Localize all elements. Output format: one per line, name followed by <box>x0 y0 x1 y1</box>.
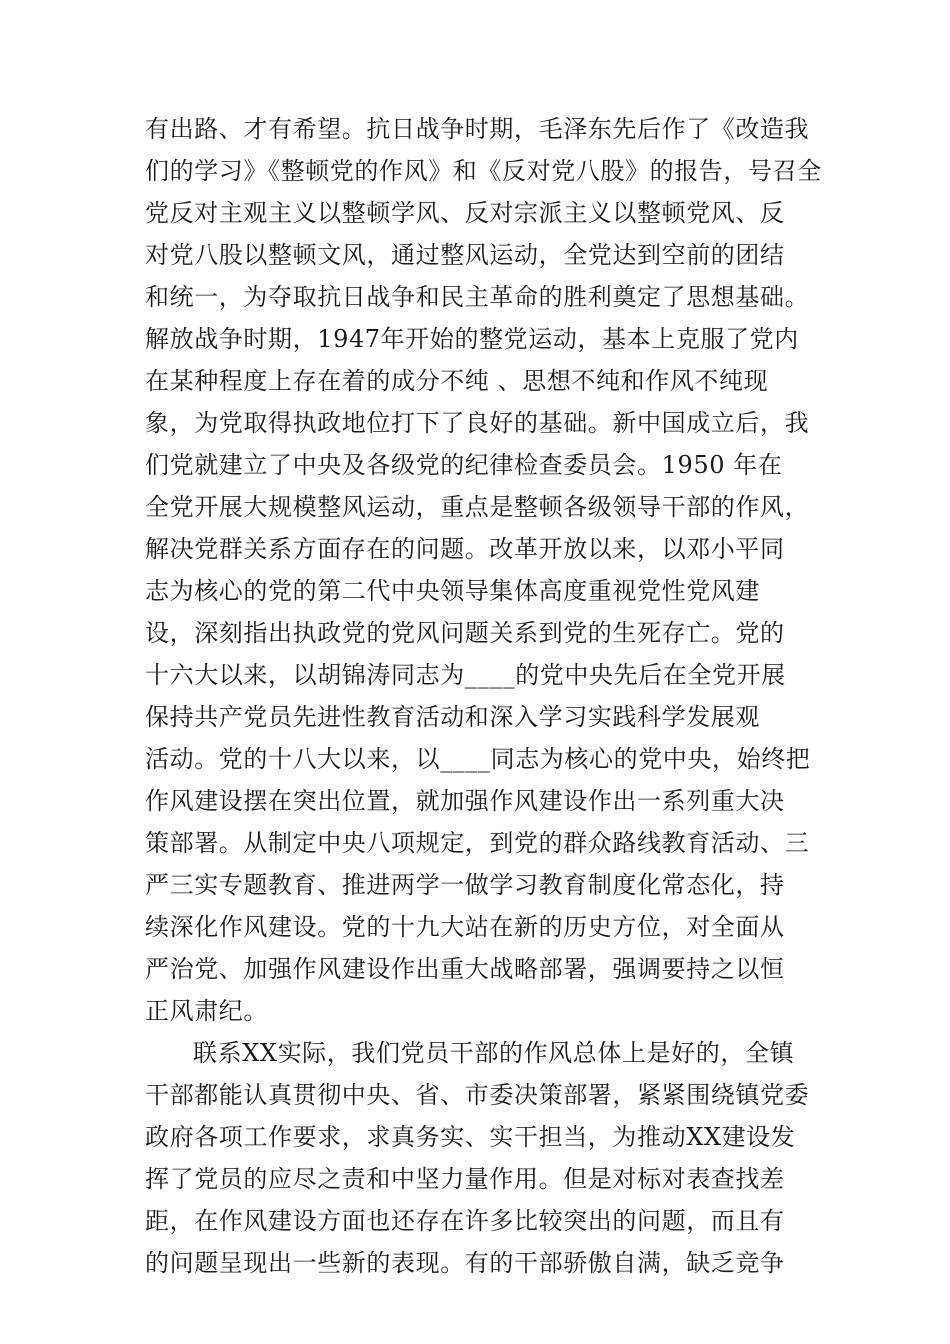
text-line: 全党开展大规模整风运动，重点是整顿各级领导干部的作风， <box>145 493 810 521</box>
text-line: 挥了党员的应尽之责和中坚力量作用。但是对标对表查找差 <box>145 1165 785 1193</box>
text-line: 有出路、才有希望。抗日战争时期，毛泽东先后作了《改造我 <box>145 115 810 143</box>
paragraph-2 <box>145 1032 825 1284</box>
text-line: 解放战争时期，1947年开始的整党运动，基本上克服了党内 <box>145 325 799 353</box>
text-line: 在某种程度上存在着的成分不纯 、思想不纯和作风不纯现 <box>145 367 769 395</box>
text-line: 严治党、加强作风建设作出重大战略部署，强调要持之以恒 <box>145 955 785 983</box>
text-line: 对党八股以整顿文风，通过整风运动，全党达到空前的团结 <box>145 241 785 269</box>
text-line: 保持共产党员先进性教育活动和深入学习实践科学发展观 <box>145 703 760 731</box>
text-line: 干部都能认真贯彻中央、省、市委决策部署，紧紧围绕镇党委 <box>145 1081 810 1109</box>
text-line: 党反对主观主义以整顿学风、反对宗派主义以整顿党风、反 <box>145 199 785 227</box>
text-line: 策部署。从制定中央八项规定，到党的群众路线教育活动、三 <box>145 829 810 857</box>
text-line: 联系XX实际，我们党员干部的作风总体上是好的，全镇 <box>193 1039 795 1067</box>
text-line: 活动。党的十八大以来，以____同志为核心的党中央，始终把 <box>145 745 811 773</box>
text-line: 政府各项工作要求，求真务实、实干担当，为推动XX建设发 <box>145 1123 796 1151</box>
text-line: 们的学习》《整顿党的作风》和《反对党八股》的报告，号召全 <box>145 157 822 185</box>
text-line: 严三实专题教育、推进两学一做学习教育制度化常态化，持 <box>145 871 785 899</box>
text-line: 作风建设摆在突出位置，就加强作风建设作出一系列重大决 <box>145 787 785 815</box>
text-line: 设，深刻指出执政党的党风问题关系到党的生死存亡。党的 <box>145 619 785 647</box>
text-line: 们党就建立了中央及各级党的纪律检查委员会。1950 年在 <box>145 451 783 479</box>
paragraph-1 <box>145 108 825 1032</box>
text-line: 志为核心的党的第二代中央领导集体高度重视党性党风建 <box>145 577 760 605</box>
document-body <box>145 108 825 1284</box>
text-line: 距，在作风建设方面也还存在许多比较突出的问题，而且有 <box>145 1207 785 1235</box>
text-line: 的问题呈现出一些新的表现。有的干部骄傲自满，缺乏竞争 <box>145 1249 785 1277</box>
text-line: 解决党群关系方面存在的问题。改革开放以来，以邓小平同 <box>145 535 785 563</box>
text-line: 正风肃纪。 <box>145 997 268 1025</box>
text-line: 十六大以来，以胡锦涛同志为____的党中央先后在全党开展 <box>145 661 786 689</box>
text-line: 续深化作风建设。党的十九大站在新的历史方位，对全面从 <box>145 913 785 941</box>
text-line: 和统一，为夺取抗日战争和民主革命的胜利奠定了思想基础。 <box>145 283 810 311</box>
text-line: 象，为党取得执政地位打下了良好的基础。新中国成立后，我 <box>145 409 810 437</box>
